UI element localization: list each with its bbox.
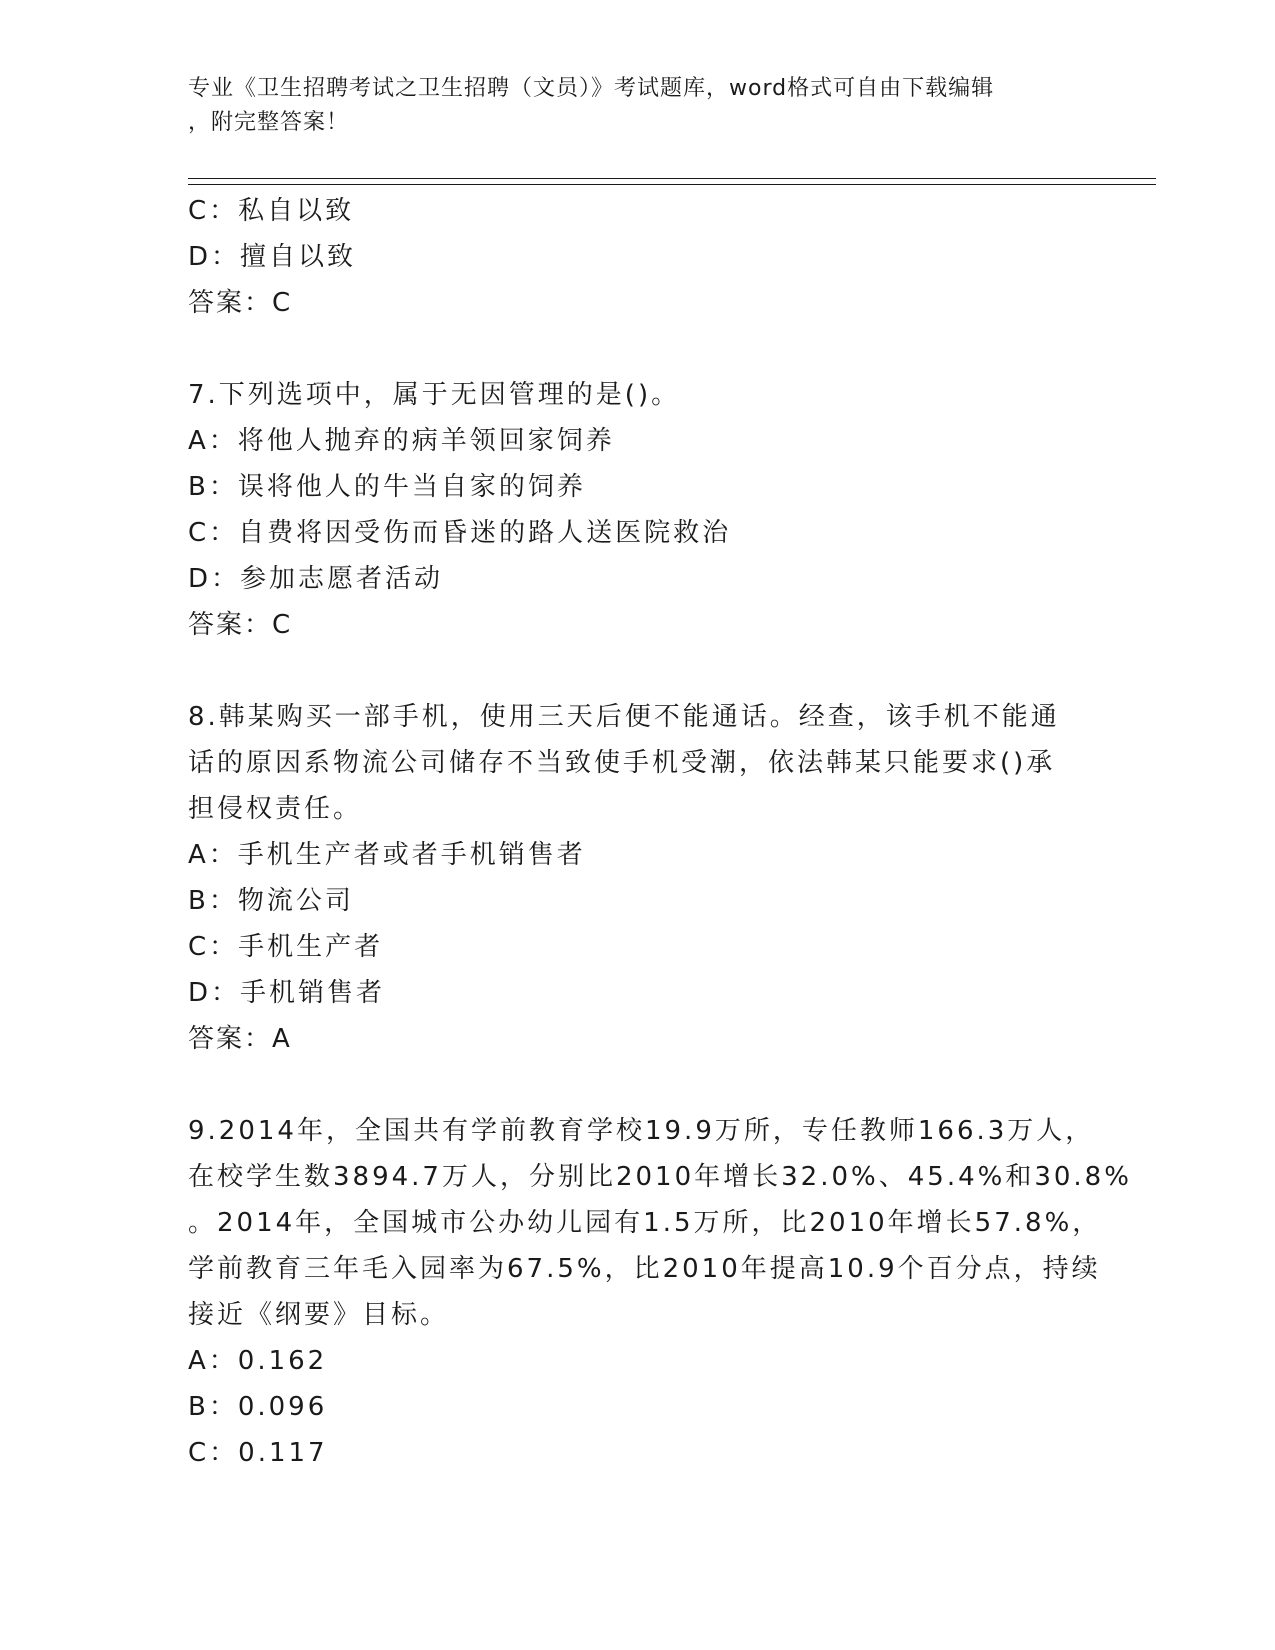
stem-line: 接近《纲要》目标。 [188,1300,450,1330]
option-c: C：0.117 [188,1438,328,1468]
question-6 [188,188,1088,326]
option-b: B：0.096 [188,1392,328,1422]
option-c: C：私自以致 [188,196,355,226]
stem-line: 学前教育三年毛入园率为67.5%，比2010年提高10.9个百分点，持续 [188,1254,1101,1284]
answer: 答案：C [188,610,293,640]
question-7 [188,372,1088,648]
option-c: C：手机生产者 [188,932,384,962]
stem-line: 担侵权责任。 [188,794,363,824]
stem-line: 8.韩某购买一部手机，使用三天后便不能通话。经查，该手机不能通 [188,702,1060,732]
stem-line: 9.2014年，全国共有学前教育学校19.9万所，专任教师166.3万人， [188,1116,1095,1146]
option-d: D：手机销售者 [188,978,386,1008]
spacer [188,326,1088,372]
question-9 [188,1108,1132,1476]
header-line-2: ，附完整答案！ [188,110,350,135]
stem-line: 。2014年，全国城市公办幼儿园有1.5万所，比2010年增长57.8%， [188,1208,1102,1238]
document-header [188,72,1088,140]
option-c: C：自费将因受伤而昏迷的路人送医院救治 [188,518,732,548]
question-stem [188,1108,1132,1338]
question-stem: 7.下列选项中，属于无因管理的是()。 [188,380,681,410]
option-b: B：误将他人的牛当自家的饲养 [188,472,586,502]
stem-line: 在校学生数3894.7万人，分别比2010年增长32.0%、45.4%和30.8% [188,1162,1132,1192]
question-list [188,188,1132,1476]
answer: 答案：A [188,1024,292,1054]
question-8 [188,694,1088,1062]
spacer [188,1062,1088,1108]
option-a: A：手机生产者或者手机销售者 [188,840,586,870]
option-b: B：物流公司 [188,886,354,916]
header-divider-bottom [188,184,1156,185]
answer: 答案：C [188,288,293,318]
header-divider-top [188,178,1156,179]
spacer [188,648,1088,694]
question-stem [188,694,1088,832]
header-line-1: 专业《卫生招聘考试之卫生招聘（文员）》考试题库，word格式可自由下载编辑 [188,76,995,101]
option-a: A：将他人抛弃的病羊领回家饲养 [188,426,615,456]
stem-line: 话的原因系物流公司储存不当致使手机受潮，依法韩某只能要求()承 [188,748,1056,778]
option-d: D：参加志愿者活动 [188,564,444,594]
option-d: D：擅自以致 [188,242,357,272]
option-a: A：0.162 [188,1346,328,1376]
